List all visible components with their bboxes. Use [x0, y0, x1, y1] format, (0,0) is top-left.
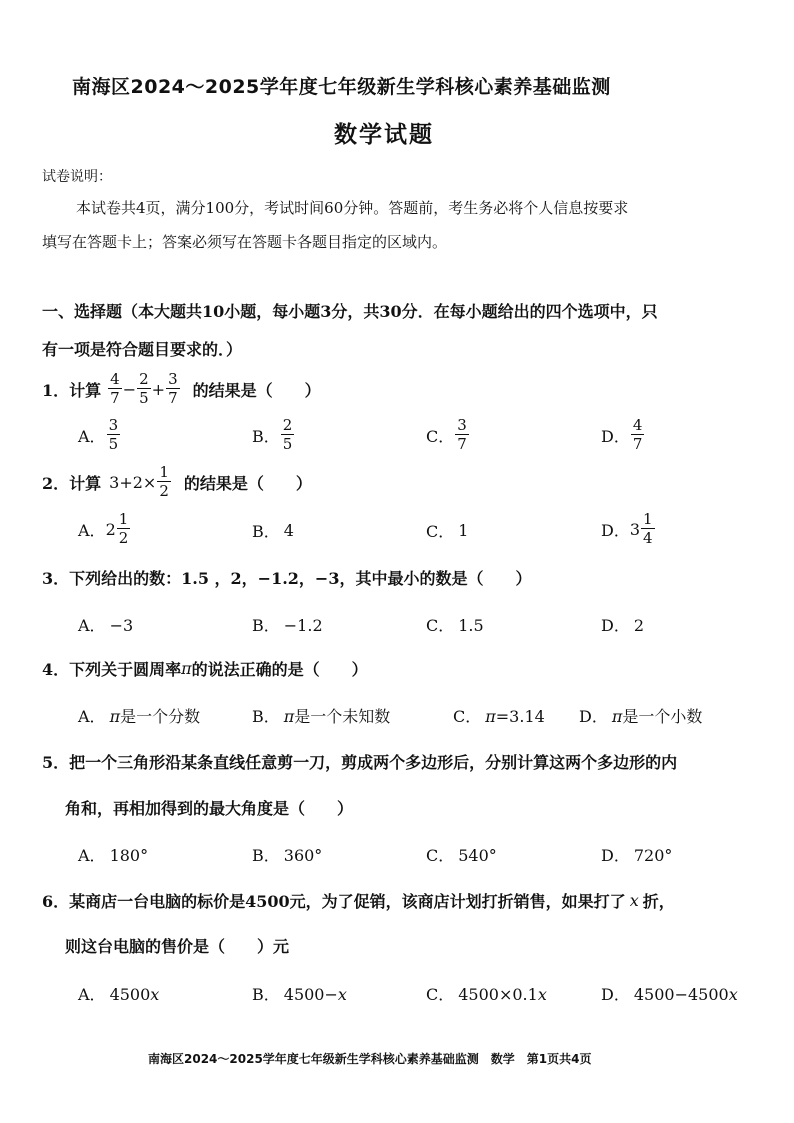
option-label: D．: [601, 985, 630, 1004]
option-label: C．: [426, 985, 455, 1004]
pi-symbol: π: [181, 659, 192, 678]
section-heading-line1: 一、选择题（本大题共10小题，每小题3分，共30分．在每小题给出的四个选项中，只: [42, 302, 658, 321]
question-stem-line1-post: 折，: [642, 892, 675, 911]
option-label: A．: [78, 426, 106, 446]
option-b[interactable]: [252, 613, 323, 636]
option-label: B．: [252, 846, 280, 865]
question-number: 1．: [42, 380, 70, 400]
question-number: 4．: [42, 660, 70, 679]
question-stem-post: 的结果是（ ）: [183, 473, 312, 493]
option-b[interactable]: [252, 519, 294, 542]
section-heading-line2: 有一项是符合题目要求的．）: [42, 340, 243, 359]
question-stem-pre: 计算: [69, 473, 102, 493]
variable-x: x: [537, 985, 547, 1004]
option-a[interactable]: [78, 982, 159, 1005]
option-label: C．: [426, 426, 455, 446]
instructions-heading: 试卷说明：: [42, 169, 112, 185]
pi-symbol: π: [485, 707, 496, 726]
question-6: [42, 889, 675, 912]
fraction: $\frac{4}{7}$: [110, 370, 120, 407]
option-c[interactable]: [426, 519, 468, 542]
option-fraction: $\frac{2}{5}$: [282, 416, 293, 453]
option-text: 4500: [109, 985, 151, 1004]
page-subtitle: 数学试题: [334, 122, 434, 148]
option-label: D．: [601, 426, 630, 446]
fraction: $\frac{3}{7}$: [168, 370, 178, 407]
variable-x: x: [337, 985, 347, 1004]
question-1: [42, 372, 321, 406]
option-c[interactable]: [426, 982, 547, 1005]
question-number: 2．: [42, 473, 70, 493]
question-4: [42, 657, 368, 680]
option-text: 540°: [458, 846, 497, 865]
option-text: −1.2: [283, 616, 323, 635]
option-label: C．: [426, 616, 455, 635]
fraction: $\frac{1}{2}$: [159, 463, 169, 500]
question-5: [42, 750, 677, 773]
question-3: [42, 566, 531, 589]
variable-x: x: [728, 985, 738, 1004]
option-label: B．: [252, 616, 280, 635]
mixed-number: 2 $\frac{1}{2}$: [105, 510, 129, 547]
option-text: 4500×0.1: [458, 985, 538, 1004]
option-b[interactable]: [252, 418, 295, 452]
option-label: B．: [252, 426, 280, 446]
option-text: 180°: [109, 846, 149, 865]
option-text: =3.14: [495, 707, 545, 726]
option-label: A．: [78, 846, 106, 865]
option-d[interactable]: [601, 418, 645, 452]
option-label: A．: [78, 520, 106, 540]
option-d[interactable]: [601, 512, 656, 546]
option-text: 2: [633, 616, 645, 635]
page-title: 南海区2024～2025学年度七年级新生学科核心素养基础监测: [72, 76, 611, 98]
option-label: A．: [78, 707, 106, 726]
option-text: −3: [109, 616, 134, 635]
option-label: B．: [252, 985, 280, 1004]
option-a[interactable]: [78, 512, 131, 546]
option-fraction: $\frac{3}{5}$: [108, 416, 119, 453]
option-d[interactable]: [579, 704, 702, 727]
option-text: 是一个小数: [622, 707, 703, 726]
question-stem-pre: 下列关于圆周率: [69, 660, 182, 679]
question-stem-post: 的结果是（ ）: [192, 380, 321, 400]
option-text: 是一个分数: [120, 707, 201, 726]
option-text: 4500−4500: [633, 985, 729, 1004]
variable-x: x: [629, 891, 639, 910]
option-b[interactable]: [252, 982, 347, 1005]
operator: −: [122, 379, 137, 399]
option-text: 4: [283, 521, 294, 540]
option-label: D．: [601, 520, 630, 540]
pi-symbol: π: [283, 707, 295, 726]
option-c[interactable]: [453, 704, 545, 727]
option-b[interactable]: [252, 843, 322, 866]
option-text: 4500−: [283, 985, 338, 1004]
option-a[interactable]: [78, 418, 121, 452]
instructions-line2: 填写在答题卡上；答案必须写在答题卡各题目指定的区域内。: [42, 233, 448, 251]
variable-x: x: [150, 985, 160, 1004]
question-number: 3．: [42, 569, 70, 588]
option-fraction: $\frac{4}{7}$: [632, 416, 643, 453]
option-c[interactable]: [426, 843, 497, 866]
option-label: A．: [78, 985, 106, 1004]
expression: 3+2×: [109, 472, 157, 492]
option-c[interactable]: [426, 418, 470, 452]
option-fraction: $\frac{3}{7}$: [457, 416, 467, 453]
option-b[interactable]: [252, 704, 390, 727]
page-footer: 南海区2024～2025学年度七年级新生学科核心素养基础监测 数学 第1页共4页: [148, 1052, 592, 1066]
option-label: B．: [252, 707, 280, 726]
option-label: C．: [453, 707, 482, 726]
option-d[interactable]: [601, 613, 644, 636]
instructions-line1: 本试卷共4页，满分100分，考试时间60分钟。答题前，考生务必将个人信息按要求: [76, 199, 629, 217]
option-label: D．: [601, 616, 630, 635]
pi-symbol: π: [109, 707, 121, 726]
operator: +: [151, 379, 166, 399]
question-stem-line1: 把一个三角形沿某条直线任意剪一刀，剪成两个多边形后，分别计算这两个多边形的内: [69, 753, 678, 772]
option-d[interactable]: [601, 843, 672, 866]
option-label: B．: [252, 522, 280, 541]
option-text: 720°: [633, 846, 673, 865]
option-text: 1: [458, 521, 469, 540]
question-stem: 下列给出的数：1.5 ，2，−1.2，−3，其中最小的数是（ ）: [69, 569, 532, 588]
option-text: 1.5: [458, 616, 484, 635]
option-label: A．: [78, 616, 106, 635]
question-number: 5．: [42, 753, 70, 772]
option-a[interactable]: [78, 704, 200, 727]
option-a[interactable]: [78, 843, 148, 866]
option-a[interactable]: [78, 613, 133, 636]
fraction: $\frac{2}{5}$: [139, 370, 149, 407]
question-stem-pre: 计算: [69, 380, 102, 400]
option-d[interactable]: [601, 982, 738, 1005]
option-label: C．: [426, 846, 455, 865]
option-c[interactable]: [426, 613, 484, 636]
question-2: [42, 465, 312, 499]
option-text: 是一个未知数: [294, 707, 391, 726]
option-text: 360°: [283, 846, 323, 865]
question-number: 6．: [42, 892, 70, 911]
mixed-number: 3 $\frac{1}{4}$: [629, 510, 653, 547]
pi-symbol: π: [611, 707, 623, 726]
question-stem-line1-pre: 某商店一台电脑的标价是4500元，为了促销，该商店计划打折销售，如果打了: [69, 892, 626, 911]
option-label: C．: [426, 522, 455, 541]
question-stem-post: 的说法正确的是（ ）: [191, 660, 368, 679]
question-stem-line2: 角和，再相加得到的最大角度是（ ）: [65, 799, 354, 818]
question-stem-line2: 则这台电脑的售价是（ ）元: [65, 937, 290, 956]
option-label: D．: [579, 707, 608, 726]
option-label: D．: [601, 846, 630, 865]
